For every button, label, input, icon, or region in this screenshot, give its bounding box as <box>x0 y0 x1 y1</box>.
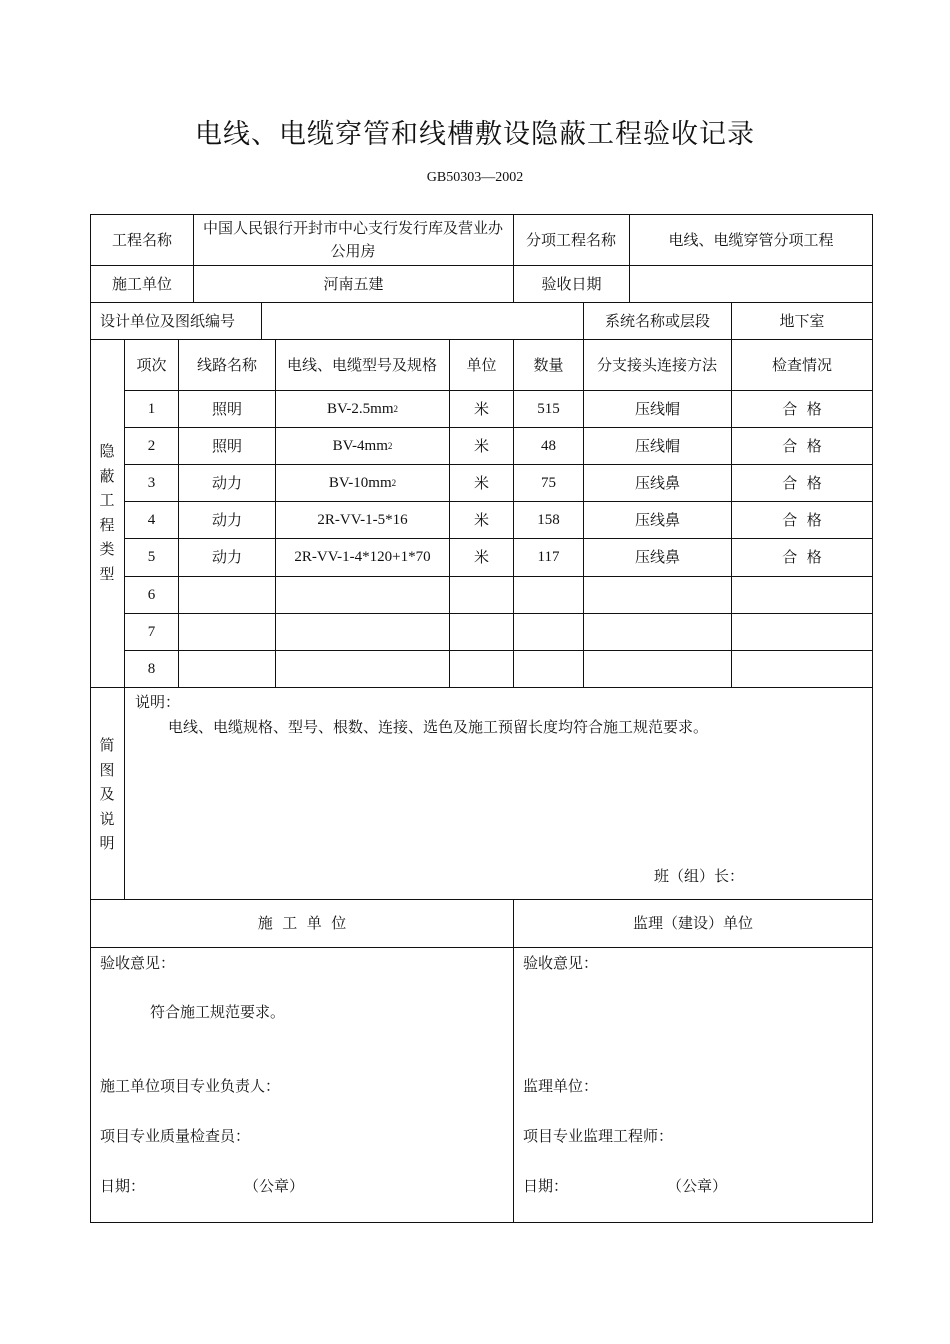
cell-joint-method: 压线帽 <box>634 436 680 455</box>
col-header-no: 项次 <box>136 355 167 374</box>
cell-joint-method: 压线鼻 <box>634 548 680 566</box>
page-title: 电线、电缆穿管和线槽敷设隐蔽工程验收记录 <box>195 119 755 150</box>
design-label: 设计单位及图纸编号 <box>100 311 236 330</box>
col-header-line-name: 线路名称 <box>196 355 257 374</box>
model-text: BV-4mm <box>332 437 388 454</box>
cell-line-name: 照明 <box>211 399 242 418</box>
cell-unit: 米 <box>473 399 489 418</box>
contractor-label: 施工单位 <box>111 274 172 293</box>
acceptance-date-label: 验收日期 <box>541 274 602 293</box>
cell-quantity: 515 <box>537 400 560 417</box>
model-text: 2R-VV-1-4*120+1*70 <box>294 549 431 565</box>
cell-model <box>276 465 449 501</box>
contractor-value: 河南五建 <box>323 274 384 293</box>
row-line <box>124 650 873 651</box>
system-value: 地下室 <box>779 311 825 330</box>
cell-model <box>276 428 449 464</box>
supervisor-seal-label: （公章） <box>667 1177 728 1195</box>
sketch-description: 电线、电缆规格、型号、根数、连接、选色及施工预留长度均符合施工规范要求。 <box>168 718 709 736</box>
cell-line-name: 动力 <box>211 473 242 492</box>
cell-check: 合 格 <box>782 548 822 566</box>
model-superscript: 2 <box>391 477 397 488</box>
cell-model <box>276 502 449 538</box>
contractor-seal-label: （公章） <box>244 1177 305 1195</box>
design-value <box>262 303 583 339</box>
cell-check: 合 格 <box>782 399 822 418</box>
model-superscript: 2 <box>393 403 399 414</box>
contractor-manager-label: 施工单位项目专业负责人： <box>100 1077 281 1095</box>
model-text: BV-2.5mm <box>326 400 394 417</box>
cell-check: 合 格 <box>782 473 822 492</box>
standard-code: GB50303—2002 <box>426 170 524 185</box>
cell-joint-method: 压线鼻 <box>634 510 680 529</box>
cell-unit: 米 <box>473 548 489 566</box>
sketch-side-label: 简图及说明 <box>99 736 115 852</box>
cell-unit: 米 <box>473 473 489 492</box>
row-line <box>124 576 873 577</box>
border-right <box>872 214 873 1223</box>
project-name-label: 工程名称 <box>111 230 172 249</box>
contractor-opinion-label: 验收意见： <box>100 954 176 972</box>
subproject-value: 电线、电缆穿管分项工程 <box>668 230 834 249</box>
cell-no: 7 <box>147 623 156 640</box>
supervisor-header: 监理（建设）单位 <box>632 914 753 932</box>
border-left <box>90 214 91 1223</box>
cell-quantity: 117 <box>537 549 560 565</box>
cell-line-name: 动力 <box>211 548 242 566</box>
supervisor-date-label: 日期： <box>523 1177 569 1195</box>
cell-line-name: 动力 <box>211 510 242 529</box>
cell-unit: 米 <box>473 510 489 529</box>
cell-quantity: 158 <box>537 511 560 528</box>
quality-inspector-label: 项目专业质量检查员： <box>100 1127 251 1145</box>
model-superscript: 2 <box>387 440 393 451</box>
col-header-joint-method: 分支接头连接方法 <box>596 355 717 374</box>
cell-no: 5 <box>147 549 156 565</box>
model-text: BV-10mm <box>328 474 392 491</box>
cell-no: 2 <box>147 437 156 454</box>
cell-no: 1 <box>147 400 156 417</box>
contractor-opinion: 符合施工规范要求。 <box>150 1003 286 1021</box>
cell-no: 3 <box>147 474 156 491</box>
cell-unit: 米 <box>473 436 489 455</box>
cell-quantity: 75 <box>541 474 556 491</box>
cell-quantity: 48 <box>541 437 556 454</box>
cell-no: 4 <box>147 511 156 528</box>
supervisor-opinion-label: 验收意见： <box>523 954 599 972</box>
contractor-date-label: 日期： <box>100 1177 146 1195</box>
row-line <box>90 947 873 948</box>
cell-check: 合 格 <box>782 436 822 455</box>
cell-joint-method: 压线帽 <box>634 399 680 418</box>
acceptance-date-value <box>630 266 872 302</box>
cell-joint-method: 压线鼻 <box>634 473 680 492</box>
col-header-check: 检查情况 <box>771 355 832 374</box>
supervising-engineer-label: 项目专业监理工程师： <box>523 1127 674 1145</box>
subproject-label: 分项工程名称 <box>525 230 616 249</box>
col-header-quantity: 数量 <box>533 355 564 374</box>
cell-model <box>276 391 449 427</box>
cell-line-name: 照明 <box>211 436 242 455</box>
row-line <box>124 613 873 614</box>
sketch-heading: 说明： <box>135 693 181 711</box>
concealed-type-label: 隐蔽工程类型 <box>99 442 115 583</box>
cell-no: 6 <box>147 586 156 603</box>
col-header-unit: 单位 <box>466 355 497 374</box>
cell-no: 8 <box>147 660 156 677</box>
row-line <box>90 687 873 688</box>
team-leader-label: 班（组）长： <box>654 867 745 885</box>
col-header-model: 电线、电缆型号及规格 <box>286 355 437 374</box>
project-name-value: 中国人民银行开封市中心支行发行库及营业办公用房 <box>202 219 503 260</box>
system-label: 系统名称或层段 <box>604 311 710 330</box>
border-bottom <box>90 1222 873 1223</box>
supervisor-unit-label: 监理单位： <box>523 1077 599 1095</box>
cell-check: 合 格 <box>782 510 822 529</box>
cell-model <box>276 539 449 576</box>
col-line <box>513 899 514 1223</box>
contractor-header: 施 工 单 位 <box>257 914 347 932</box>
model-text: 2R-VV-1-5*16 <box>317 511 408 528</box>
